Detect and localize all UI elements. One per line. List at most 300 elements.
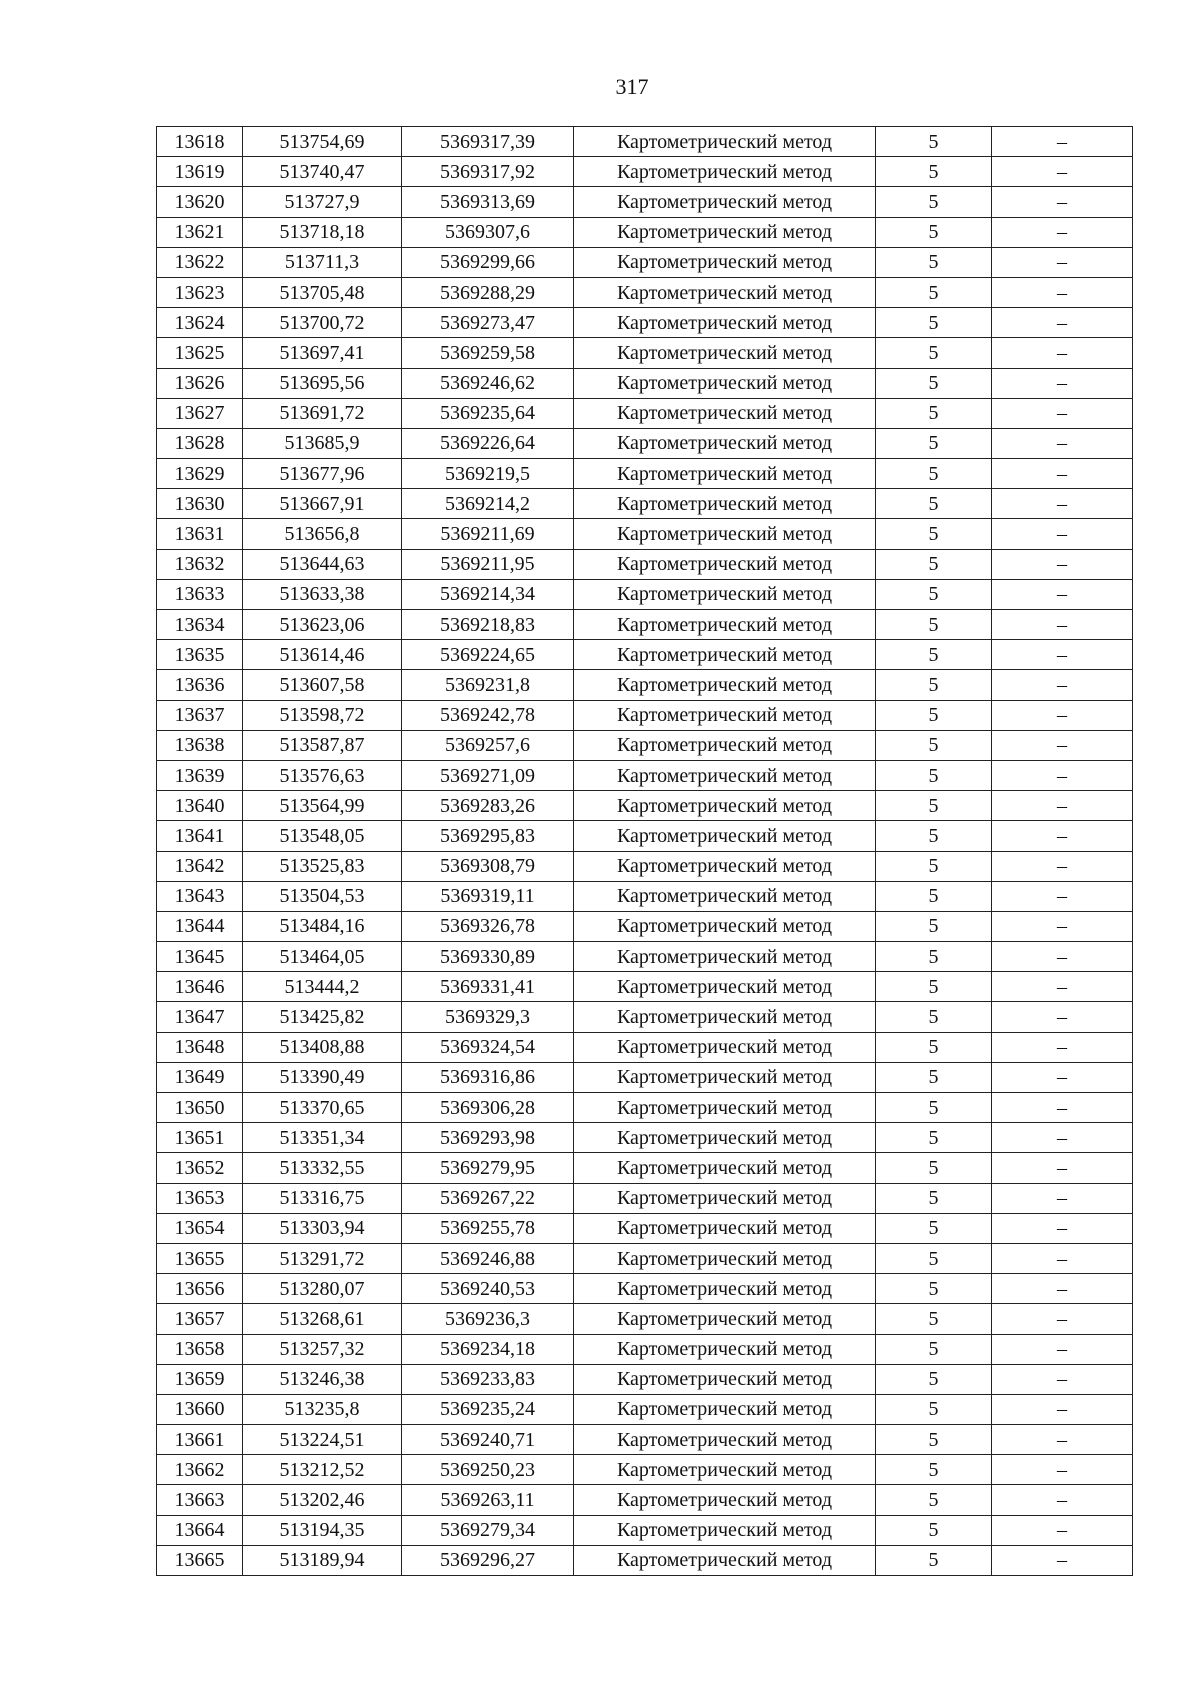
note-cell: – (992, 1455, 1133, 1485)
note-cell: – (992, 308, 1133, 338)
coordinate-y-cell: 5369288,29 (402, 277, 574, 307)
method-cell: Картометрический метод (574, 1183, 876, 1213)
coordinate-y-cell: 5369299,66 (402, 247, 574, 277)
method-cell: Картометрический метод (574, 1545, 876, 1575)
accuracy-cell: 5 (876, 579, 992, 609)
note-cell: – (992, 1394, 1133, 1424)
method-cell: Картометрический метод (574, 791, 876, 821)
accuracy-cell: 5 (876, 1002, 992, 1032)
accuracy-cell: 5 (876, 821, 992, 851)
point-number-cell: 13622 (157, 247, 243, 277)
note-cell: – (992, 398, 1133, 428)
coordinate-y-cell: 5369257,6 (402, 730, 574, 760)
accuracy-cell: 5 (876, 610, 992, 640)
accuracy-cell: 5 (876, 127, 992, 157)
method-cell: Картометрический метод (574, 217, 876, 247)
note-cell: – (992, 640, 1133, 670)
note-cell: – (992, 489, 1133, 519)
note-cell: – (992, 217, 1133, 247)
accuracy-cell: 5 (876, 1364, 992, 1394)
coordinate-y-cell: 5369214,34 (402, 579, 574, 609)
table-row (157, 1274, 1133, 1304)
table-row (157, 610, 1133, 640)
method-cell: Картометрический метод (574, 579, 876, 609)
point-number-cell: 13635 (157, 640, 243, 670)
method-cell: Картометрический метод (574, 730, 876, 760)
note-cell: – (992, 127, 1133, 157)
point-number-cell: 13625 (157, 338, 243, 368)
table-row (157, 489, 1133, 519)
point-number-cell: 13657 (157, 1304, 243, 1334)
accuracy-cell: 5 (876, 791, 992, 821)
point-number-cell: 13653 (157, 1183, 243, 1213)
accuracy-cell: 5 (876, 277, 992, 307)
coordinate-y-cell: 5369211,69 (402, 519, 574, 549)
table-row (157, 459, 1133, 489)
point-number-cell: 13621 (157, 217, 243, 247)
method-cell: Картометрический метод (574, 1243, 876, 1273)
point-number-cell: 13661 (157, 1425, 243, 1455)
coordinate-x-cell: 513504,53 (243, 881, 402, 911)
note-cell: – (992, 368, 1133, 398)
table-row (157, 398, 1133, 428)
coordinate-x-cell: 513464,05 (243, 942, 402, 972)
point-number-cell: 13648 (157, 1032, 243, 1062)
accuracy-cell: 5 (876, 217, 992, 247)
accuracy-cell: 5 (876, 1425, 992, 1455)
table-row (157, 1304, 1133, 1334)
coordinates-table (156, 126, 1133, 1576)
method-cell: Картометрический метод (574, 851, 876, 881)
accuracy-cell: 5 (876, 1123, 992, 1153)
coordinate-x-cell: 513740,47 (243, 157, 402, 187)
accuracy-cell: 5 (876, 670, 992, 700)
note-cell: – (992, 338, 1133, 368)
point-number-cell: 13658 (157, 1334, 243, 1364)
coordinate-x-cell: 513370,65 (243, 1093, 402, 1123)
accuracy-cell: 5 (876, 338, 992, 368)
table-row (157, 1062, 1133, 1092)
coordinate-y-cell: 5369324,54 (402, 1032, 574, 1062)
coordinate-x-cell: 513316,75 (243, 1183, 402, 1213)
coordinate-y-cell: 5369242,78 (402, 700, 574, 730)
coordinate-x-cell: 513576,63 (243, 760, 402, 790)
coordinate-y-cell: 5369226,64 (402, 428, 574, 458)
accuracy-cell: 5 (876, 1183, 992, 1213)
accuracy-cell: 5 (876, 459, 992, 489)
note-cell: – (992, 1545, 1133, 1575)
point-number-cell: 13663 (157, 1485, 243, 1515)
table-row (157, 579, 1133, 609)
note-cell: – (992, 1425, 1133, 1455)
method-cell: Картометрический метод (574, 1455, 876, 1485)
method-cell: Картометрический метод (574, 670, 876, 700)
point-number-cell: 13624 (157, 308, 243, 338)
coordinate-x-cell: 513444,2 (243, 972, 402, 1002)
note-cell: – (992, 1032, 1133, 1062)
point-number-cell: 13659 (157, 1364, 243, 1394)
accuracy-cell: 5 (876, 640, 992, 670)
coordinate-y-cell: 5369317,39 (402, 127, 574, 157)
point-number-cell: 13646 (157, 972, 243, 1002)
accuracy-cell: 5 (876, 1485, 992, 1515)
note-cell: – (992, 1364, 1133, 1394)
point-number-cell: 13638 (157, 730, 243, 760)
table-row (157, 911, 1133, 941)
coordinate-y-cell: 5369236,3 (402, 1304, 574, 1334)
note-cell: – (992, 1485, 1133, 1515)
coordinate-x-cell: 513280,07 (243, 1274, 402, 1304)
coordinate-x-cell: 513425,82 (243, 1002, 402, 1032)
accuracy-cell: 5 (876, 1032, 992, 1062)
accuracy-cell: 5 (876, 157, 992, 187)
method-cell: Картометрический метод (574, 1123, 876, 1153)
table-row (157, 1425, 1133, 1455)
method-cell: Картометрический метод (574, 489, 876, 519)
coordinate-x-cell: 513268,61 (243, 1304, 402, 1334)
accuracy-cell: 5 (876, 1093, 992, 1123)
coordinate-x-cell: 513564,99 (243, 791, 402, 821)
note-cell: – (992, 459, 1133, 489)
point-number-cell: 13636 (157, 670, 243, 700)
note-cell: – (992, 700, 1133, 730)
table-row (157, 338, 1133, 368)
table-row (157, 187, 1133, 217)
table-row (157, 1093, 1133, 1123)
method-cell: Картометрический метод (574, 760, 876, 790)
accuracy-cell: 5 (876, 519, 992, 549)
point-number-cell: 13651 (157, 1123, 243, 1153)
method-cell: Картометрический метод (574, 428, 876, 458)
coordinate-y-cell: 5369240,71 (402, 1425, 574, 1455)
table-row (157, 821, 1133, 851)
table-row (157, 519, 1133, 549)
table-row (157, 1213, 1133, 1243)
note-cell: – (992, 157, 1133, 187)
accuracy-cell: 5 (876, 942, 992, 972)
table-row (157, 1364, 1133, 1394)
point-number-cell: 13618 (157, 127, 243, 157)
coordinate-y-cell: 5369279,34 (402, 1515, 574, 1545)
accuracy-cell: 5 (876, 398, 992, 428)
method-cell: Картометрический метод (574, 640, 876, 670)
method-cell: Картометрический метод (574, 459, 876, 489)
method-cell: Картометрический метод (574, 1093, 876, 1123)
table-row (157, 851, 1133, 881)
table-row (157, 1153, 1133, 1183)
coordinate-y-cell: 5369246,62 (402, 368, 574, 398)
point-number-cell: 13655 (157, 1243, 243, 1273)
note-cell: – (992, 1183, 1133, 1213)
accuracy-cell: 5 (876, 247, 992, 277)
coordinate-x-cell: 513525,83 (243, 851, 402, 881)
method-cell: Картометрический метод (574, 1153, 876, 1183)
point-number-cell: 13637 (157, 700, 243, 730)
coordinate-y-cell: 5369233,83 (402, 1364, 574, 1394)
method-cell: Картометрический метод (574, 549, 876, 579)
table-row (157, 428, 1133, 458)
method-cell: Картометрический метод (574, 1515, 876, 1545)
coordinate-y-cell: 5369218,83 (402, 610, 574, 640)
note-cell: – (992, 1123, 1133, 1153)
point-number-cell: 13632 (157, 549, 243, 579)
table-row (157, 730, 1133, 760)
note-cell: – (992, 1093, 1133, 1123)
table-row (157, 670, 1133, 700)
accuracy-cell: 5 (876, 700, 992, 730)
point-number-cell: 13620 (157, 187, 243, 217)
table-row (157, 1394, 1133, 1424)
table-row (157, 549, 1133, 579)
coordinate-x-cell: 513607,58 (243, 670, 402, 700)
coordinates-table-body (157, 127, 1133, 1576)
method-cell: Картометрический метод (574, 398, 876, 428)
coordinate-x-cell: 513598,72 (243, 700, 402, 730)
table-row (157, 1243, 1133, 1273)
point-number-cell: 13644 (157, 911, 243, 941)
coordinate-x-cell: 513697,41 (243, 338, 402, 368)
coordinate-x-cell: 513656,8 (243, 519, 402, 549)
method-cell: Картометрический метод (574, 1062, 876, 1092)
note-cell: – (992, 760, 1133, 790)
method-cell: Картометрический метод (574, 610, 876, 640)
page-number: 317 (615, 74, 649, 99)
coordinate-x-cell: 513685,9 (243, 428, 402, 458)
method-cell: Картометрический метод (574, 821, 876, 851)
accuracy-cell: 5 (876, 1545, 992, 1575)
coordinate-x-cell: 513189,94 (243, 1545, 402, 1575)
coordinate-y-cell: 5369224,65 (402, 640, 574, 670)
coordinate-x-cell: 513754,69 (243, 127, 402, 157)
method-cell: Картометрический метод (574, 942, 876, 972)
note-cell: – (992, 821, 1133, 851)
coordinate-y-cell: 5369259,58 (402, 338, 574, 368)
accuracy-cell: 5 (876, 760, 992, 790)
method-cell: Картометрический метод (574, 1425, 876, 1455)
accuracy-cell: 5 (876, 368, 992, 398)
table-row (157, 1515, 1133, 1545)
coordinate-y-cell: 5369316,86 (402, 1062, 574, 1092)
accuracy-cell: 5 (876, 1243, 992, 1273)
coordinate-y-cell: 5369306,28 (402, 1093, 574, 1123)
note-cell: – (992, 277, 1133, 307)
coordinate-x-cell: 513194,35 (243, 1515, 402, 1545)
coordinate-x-cell: 513623,06 (243, 610, 402, 640)
point-number-cell: 13640 (157, 791, 243, 821)
coordinate-y-cell: 5369250,23 (402, 1455, 574, 1485)
accuracy-cell: 5 (876, 489, 992, 519)
coordinate-y-cell: 5369307,6 (402, 217, 574, 247)
note-cell: – (992, 519, 1133, 549)
coordinate-x-cell: 513587,87 (243, 730, 402, 760)
coordinate-x-cell: 513246,38 (243, 1364, 402, 1394)
accuracy-cell: 5 (876, 1334, 992, 1364)
note-cell: – (992, 1515, 1133, 1545)
accuracy-cell: 5 (876, 308, 992, 338)
method-cell: Картометрический метод (574, 187, 876, 217)
method-cell: Картометрический метод (574, 519, 876, 549)
coordinate-x-cell: 513235,8 (243, 1394, 402, 1424)
point-number-cell: 13627 (157, 398, 243, 428)
note-cell: – (992, 187, 1133, 217)
note-cell: – (992, 428, 1133, 458)
table-row (157, 1123, 1133, 1153)
method-cell: Картометрический метод (574, 972, 876, 1002)
point-number-cell: 13652 (157, 1153, 243, 1183)
point-number-cell: 13643 (157, 881, 243, 911)
table-row (157, 881, 1133, 911)
method-cell: Картометрический метод (574, 1394, 876, 1424)
coordinate-y-cell: 5369219,5 (402, 459, 574, 489)
point-number-cell: 13656 (157, 1274, 243, 1304)
method-cell: Картометрический метод (574, 1032, 876, 1062)
point-number-cell: 13664 (157, 1515, 243, 1545)
table-row (157, 368, 1133, 398)
coordinate-y-cell: 5369211,95 (402, 549, 574, 579)
point-number-cell: 13662 (157, 1455, 243, 1485)
note-cell: – (992, 247, 1133, 277)
table-row (157, 277, 1133, 307)
coordinate-x-cell: 513351,34 (243, 1123, 402, 1153)
note-cell: – (992, 881, 1133, 911)
point-number-cell: 13634 (157, 610, 243, 640)
coordinate-y-cell: 5369313,69 (402, 187, 574, 217)
coordinate-x-cell: 513484,16 (243, 911, 402, 941)
note-cell: – (992, 942, 1133, 972)
accuracy-cell: 5 (876, 1515, 992, 1545)
coordinate-x-cell: 513291,72 (243, 1243, 402, 1273)
table-row (157, 760, 1133, 790)
note-cell: – (992, 972, 1133, 1002)
table-row (157, 972, 1133, 1002)
method-cell: Картометрический метод (574, 1274, 876, 1304)
method-cell: Картометрический метод (574, 368, 876, 398)
point-number-cell: 13631 (157, 519, 243, 549)
coordinate-y-cell: 5369330,89 (402, 942, 574, 972)
table-row (157, 1183, 1133, 1213)
coordinate-x-cell: 513691,72 (243, 398, 402, 428)
coordinate-y-cell: 5369214,2 (402, 489, 574, 519)
accuracy-cell: 5 (876, 1213, 992, 1243)
coordinate-y-cell: 5369231,8 (402, 670, 574, 700)
coordinate-y-cell: 5369271,09 (402, 760, 574, 790)
point-number-cell: 13654 (157, 1213, 243, 1243)
coordinate-y-cell: 5369234,18 (402, 1334, 574, 1364)
method-cell: Картометрический метод (574, 1213, 876, 1243)
note-cell: – (992, 1002, 1133, 1032)
accuracy-cell: 5 (876, 1062, 992, 1092)
note-cell: – (992, 791, 1133, 821)
coordinate-x-cell: 513614,46 (243, 640, 402, 670)
accuracy-cell: 5 (876, 187, 992, 217)
coordinate-x-cell: 513202,46 (243, 1485, 402, 1515)
note-cell: – (992, 1304, 1133, 1334)
point-number-cell: 13630 (157, 489, 243, 519)
table-row (157, 1455, 1133, 1485)
point-number-cell: 13645 (157, 942, 243, 972)
coordinate-x-cell: 513727,9 (243, 187, 402, 217)
table-row (157, 247, 1133, 277)
coordinate-x-cell: 513677,96 (243, 459, 402, 489)
point-number-cell: 13665 (157, 1545, 243, 1575)
accuracy-cell: 5 (876, 730, 992, 760)
point-number-cell: 13639 (157, 760, 243, 790)
method-cell: Картометрический метод (574, 1364, 876, 1394)
coordinate-y-cell: 5369235,64 (402, 398, 574, 428)
coordinate-x-cell: 513695,56 (243, 368, 402, 398)
table-row (157, 1485, 1133, 1515)
accuracy-cell: 5 (876, 1394, 992, 1424)
accuracy-cell: 5 (876, 428, 992, 458)
table-row (157, 1002, 1133, 1032)
table-row (157, 1545, 1133, 1575)
coordinate-x-cell: 513700,72 (243, 308, 402, 338)
coordinate-x-cell: 513408,88 (243, 1032, 402, 1062)
note-cell: – (992, 1062, 1133, 1092)
coordinate-x-cell: 513633,38 (243, 579, 402, 609)
coordinate-y-cell: 5369263,11 (402, 1485, 574, 1515)
coordinate-x-cell: 513718,18 (243, 217, 402, 247)
coordinate-y-cell: 5369279,95 (402, 1153, 574, 1183)
note-cell: – (992, 1213, 1133, 1243)
coordinate-x-cell: 513705,48 (243, 277, 402, 307)
table-row (157, 157, 1133, 187)
coordinate-x-cell: 513224,51 (243, 1425, 402, 1455)
note-cell: – (992, 1153, 1133, 1183)
method-cell: Картометрический метод (574, 127, 876, 157)
coordinate-y-cell: 5369240,53 (402, 1274, 574, 1304)
note-cell: – (992, 670, 1133, 700)
note-cell: – (992, 549, 1133, 579)
method-cell: Картометрический метод (574, 700, 876, 730)
method-cell: Картометрический метод (574, 1334, 876, 1364)
coordinate-x-cell: 513303,94 (243, 1213, 402, 1243)
method-cell: Картометрический метод (574, 911, 876, 941)
table-row (157, 308, 1133, 338)
accuracy-cell: 5 (876, 1274, 992, 1304)
table-row (157, 1334, 1133, 1364)
point-number-cell: 13633 (157, 579, 243, 609)
note-cell: – (992, 1274, 1133, 1304)
table-row (157, 1032, 1133, 1062)
coordinate-y-cell: 5369246,88 (402, 1243, 574, 1273)
method-cell: Картометрический метод (574, 881, 876, 911)
method-cell: Картометрический метод (574, 338, 876, 368)
coordinate-x-cell: 513257,32 (243, 1334, 402, 1364)
coordinate-x-cell: 513667,91 (243, 489, 402, 519)
method-cell: Картометрический метод (574, 308, 876, 338)
point-number-cell: 13649 (157, 1062, 243, 1092)
coordinate-x-cell: 513548,05 (243, 821, 402, 851)
coordinate-y-cell: 5369319,11 (402, 881, 574, 911)
table-row (157, 217, 1133, 247)
table-row (157, 127, 1133, 157)
coordinate-y-cell: 5369255,78 (402, 1213, 574, 1243)
note-cell: – (992, 1243, 1133, 1273)
coordinate-y-cell: 5369283,26 (402, 791, 574, 821)
point-number-cell: 13647 (157, 1002, 243, 1032)
note-cell: – (992, 1334, 1133, 1364)
method-cell: Картометрический метод (574, 1304, 876, 1334)
coordinate-y-cell: 5369293,98 (402, 1123, 574, 1153)
point-number-cell: 13623 (157, 277, 243, 307)
coordinate-x-cell: 513644,63 (243, 549, 402, 579)
accuracy-cell: 5 (876, 549, 992, 579)
accuracy-cell: 5 (876, 972, 992, 1002)
point-number-cell: 13642 (157, 851, 243, 881)
accuracy-cell: 5 (876, 1304, 992, 1334)
accuracy-cell: 5 (876, 851, 992, 881)
